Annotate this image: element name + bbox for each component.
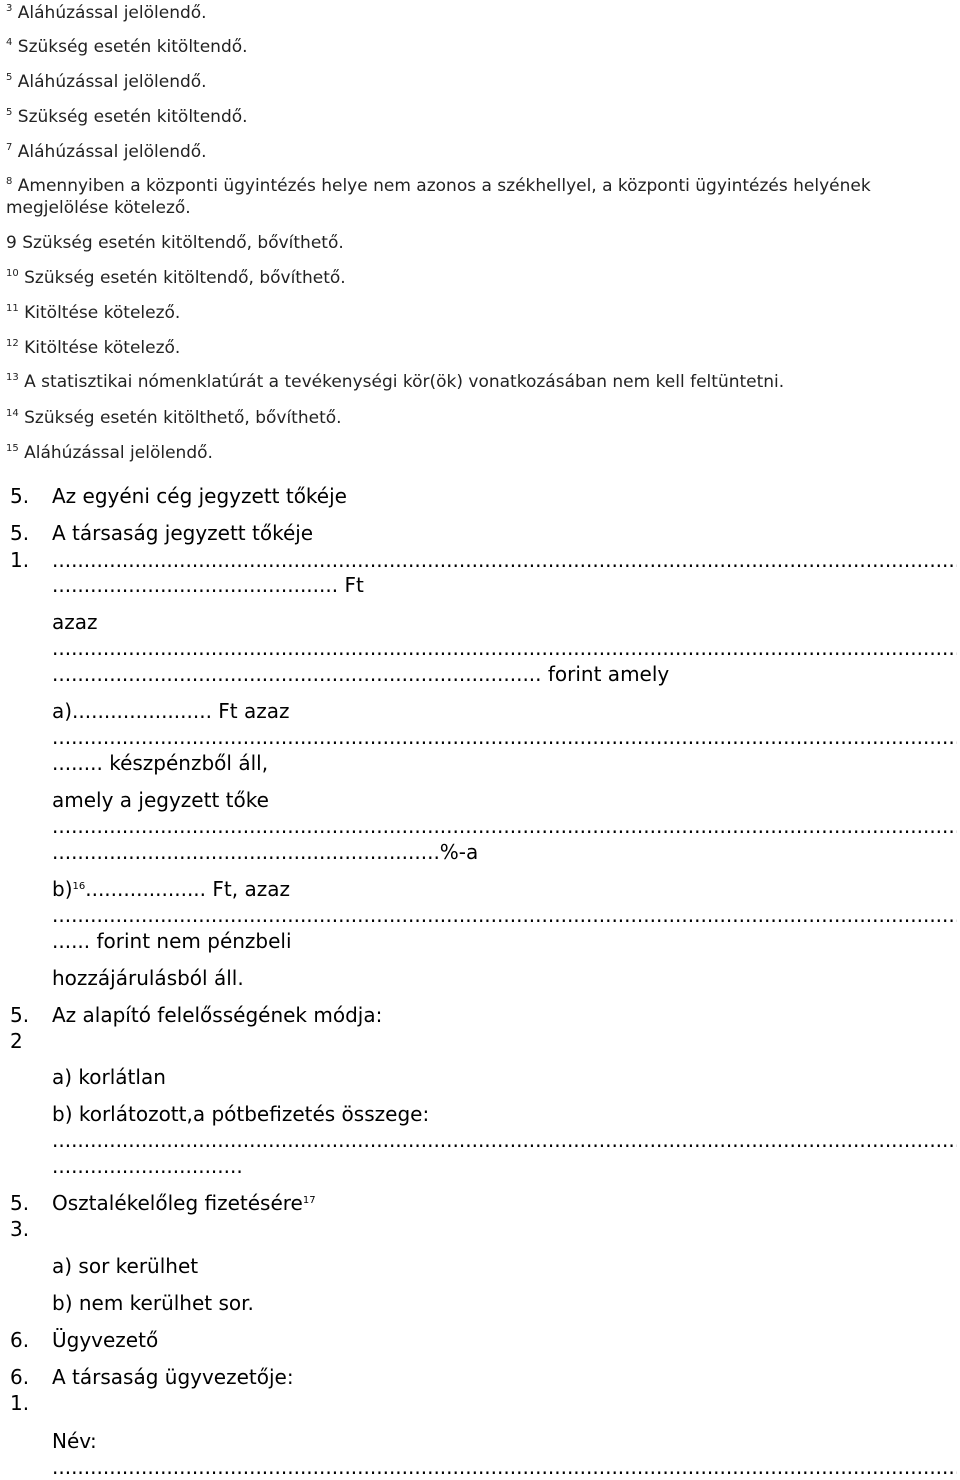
- footnote-15: $^{15}$ Aláhúzással jelölendő.: [6, 443, 213, 463]
- section-5-2-number-b: 2: [10, 1029, 23, 1053]
- footnote-8: $^8$ Amennyiben a központi ügyintézés helye nem azonos a székhellyel, a központi ügyintézés helyének megjelölése kötelező.: [6, 176, 871, 218]
- percent-line: .............................................................%-a: [52, 840, 479, 864]
- section-5-2-number-a: 5.: [10, 1003, 30, 1027]
- section-5-title: Az egyéni cég jegyzett tőkéje: [52, 484, 347, 508]
- section-5-1-title: A társaság jegyzett tőkéje: [52, 521, 314, 545]
- amely-tokE-label: amely a jegyzett tőke: [52, 788, 269, 812]
- liability-option-b: b) korlátozott,a pótbefizetés összege:: [52, 1102, 430, 1126]
- section-5-number: 5.: [10, 484, 30, 508]
- footnote-5b: $^5$ Szükség esetén kitöltendő.: [6, 107, 248, 127]
- cash-consists-line: ........ készpénzből áll,: [52, 751, 269, 775]
- footnote-14: $^{14}$ Szükség esetén kitölthető, bővíthető.: [6, 408, 342, 428]
- footnote-10: $^{10}$ Szükség esetén kitöltendő, bővíthető.: [6, 268, 346, 288]
- contribution-label: hozzájárulásból áll.: [52, 966, 244, 990]
- forint-amely-line: ............................................................................. forint amely: [52, 662, 670, 686]
- section-6-title: Ügyvezető: [52, 1328, 159, 1352]
- section-6-1-title: A társaság ügyvezetője:: [52, 1365, 294, 1389]
- percent-fill-line: [52, 813, 957, 839]
- footnote-5a: $^5$ Aláhúzással jelölendő.: [6, 72, 207, 92]
- section-6-number: 6.: [10, 1328, 30, 1352]
- footnote-11: $^{11}$ Kitöltése kötelező.: [6, 303, 181, 323]
- section-5-3-number-b: 3.: [10, 1217, 30, 1241]
- liability-option-a: a) korlátlan: [52, 1065, 166, 1089]
- section-5-3-title: Osztalékelőleg fizetésére$^{17}$: [52, 1191, 316, 1215]
- section-6-1-number-a: 6.: [10, 1365, 30, 1389]
- section-5-1-number-a: 5.: [10, 521, 30, 545]
- name-fill-line: [52, 1454, 957, 1480]
- azaz-label: azaz: [52, 610, 98, 634]
- section-5-2-title: Az alapító felelősségének módja:: [52, 1003, 383, 1027]
- footnote-3: $^3$ Aláhúzással jelölendő.: [6, 3, 207, 23]
- footnote-4: $^4$ Szükség esetén kitöltendő.: [6, 37, 248, 57]
- capital-ft-line: ............................................. Ft: [52, 573, 364, 597]
- noncash-forint-line: ...... forint nem pénzbeli: [52, 929, 292, 953]
- dividend-option-b: b) nem kerülhet sor.: [52, 1291, 254, 1315]
- section-6-1-number-b: 1.: [10, 1391, 30, 1415]
- footnote-12: $^{12}$ Kitöltése kötelező.: [6, 338, 181, 358]
- dividend-option-a: a) sor kerülhet: [52, 1254, 199, 1278]
- cash-ft-azaz-line: a)...................... Ft azaz: [52, 699, 290, 723]
- additional-payment-line: [52, 1127, 957, 1153]
- section-5-1-number-b: 1.: [10, 548, 30, 572]
- footnote-7: $^7$ Aláhúzással jelölendő.: [6, 142, 207, 162]
- noncash-words-line: [52, 902, 957, 928]
- capital-words-line: [52, 635, 957, 661]
- noncash-ft-azaz-line: b)$^{16}$................... Ft, azaz: [52, 877, 290, 901]
- capital-amount-line: [52, 547, 957, 573]
- footnote-9: 9 Szükség esetén kitöltendő, bővíthető.: [6, 233, 344, 253]
- cash-words-line: [52, 724, 957, 750]
- additional-payment-line-end: ..............................: [52, 1154, 243, 1178]
- footnote-13: $^{13}$ A statisztikai nómenklatúrát a tevékenységi kör(ök) vonatkozásában nem kell feltüntetni.: [6, 372, 785, 392]
- section-5-3-number-a: 5.: [10, 1191, 30, 1215]
- name-label: Név:: [52, 1429, 97, 1453]
